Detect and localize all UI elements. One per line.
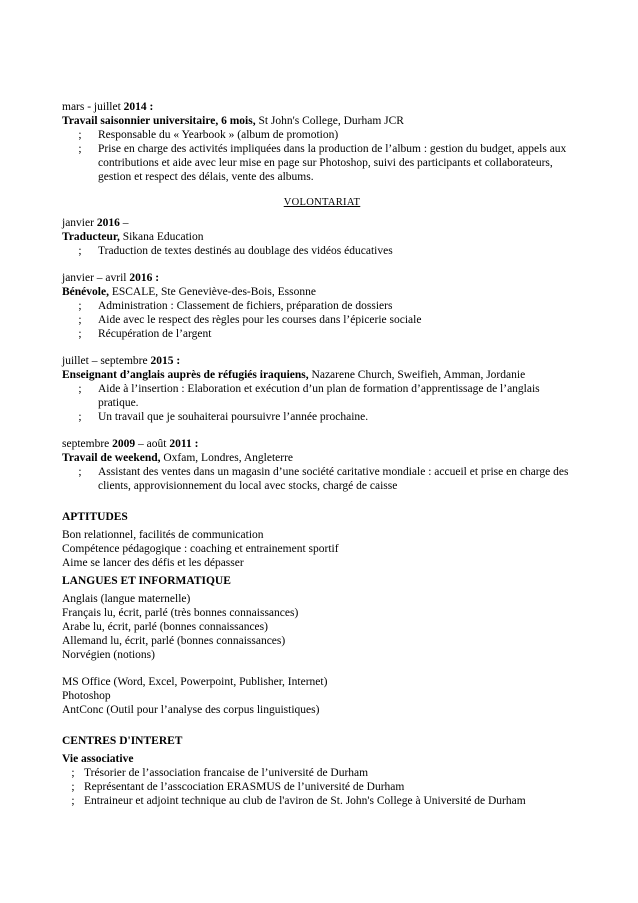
date-text: juillet – septembre [62,355,151,367]
list-item: Bon relationnel, facilités de communication [62,529,264,541]
bullet-mark: ; [71,767,75,779]
bullet-mark: ; [71,795,75,807]
bullet-mark: ; [78,383,82,395]
centres-title: CENTRES D'INTERET [62,735,183,747]
list-item [62,465,582,493]
list-item [62,327,582,341]
bullet-mark: ; [71,781,75,793]
list-item [62,313,582,327]
list-item: Allemand lu, écrit, parlé (bonnes connaissances) [62,635,286,647]
bullet-mark: ; [78,300,82,312]
date-text: septembre [62,438,113,450]
bullet-text: Récupération de l’argent [98,328,212,340]
vol1-date [62,216,582,230]
job-title: Bénévole, [62,286,109,298]
date-text: mars - juillet [62,101,124,113]
job-title: Enseignant d’anglais auprès de réfugiés iraquiens, [62,369,309,381]
date-year: 2016 [96,217,120,229]
date-text: – [119,217,129,229]
vol4-date [62,437,582,451]
job-org: Oxfam, Londres, Angleterre [160,452,294,464]
bullet-text: Responsable du « Yearbook » (album de promotion) [98,129,339,141]
bullet-text: Assistant des ventes dans un magasin d’une société caritative mondiale : accueil et prise en charge des clients, approvisionnement du local avec stocks, chargé de caisse [98,466,569,492]
job-org: Sikana Education [119,231,204,243]
bullet-text: Prise en charge des activités impliquées dans la production de l’album : gestion du budget, appels aux contributions et aide avec leur mise en page sur Photoshop, suivi des participants et collaborateurs, gestion et respect des délais, vente des albums. [98,143,567,183]
bullet-mark: ; [78,328,82,340]
bullet-text: Traduction de textes destinés au doublage des vidéos éducatives [98,245,393,257]
list-item [62,128,582,142]
list-item: MS Office (Word, Excel, Powerpoint, Publisher, Internet) [62,676,328,688]
date-year: 2009 [112,438,136,450]
bullet-text: Un travail que je souhaiterai poursuivre l’année prochaine. [98,411,369,423]
date-text: janvier – avril [62,272,130,284]
date-year: 2011 : [169,438,199,450]
bullet-text: Administration : Classement de fichiers, préparation de dossiers [98,300,393,312]
bullet-text: Entraineur et adjoint technique au club de l'aviron de St. John's College à Université de Durham [84,795,526,807]
list-item [62,299,582,313]
bullet-mark: ; [78,466,82,478]
job-title: Travail saisonnier universitaire, 6 mois, [62,115,256,127]
spacer [62,258,582,271]
spacer [62,493,582,506]
list-item: Anglais (langue maternelle) [62,593,191,605]
bullet-mark: ; [78,314,82,326]
bullet-text: Aide à l’insertion : Elaboration et exécution d’un plan de formation d’apprentissage de l’anglais pratique. [98,383,540,409]
vol4-heading [62,451,582,465]
job-title: Travail de weekend, [62,452,161,464]
date-year: 2014 : [123,101,154,113]
exp1-date [62,100,582,114]
job-org: ESCALE, Ste Geneviève-des-Bois, Essonne [108,286,316,298]
vol2-date [62,271,582,285]
centres-subtitle: Vie associative [62,753,134,765]
spacer [62,424,582,437]
bullet-text: Trésorier de l’association francaise de l’université de Durham [84,767,369,779]
date-text: janvier [62,217,97,229]
vol3-date [62,354,582,368]
vol3-heading [62,368,582,382]
job-org: Nazarene Church, Sweifieh, Amman, Jordanie [308,369,526,381]
list-item: Arabe lu, écrit, parlé (bonnes connaissances) [62,621,268,633]
bullet-mark: ; [78,411,82,423]
volontariat-title: VOLONTARIAT [283,197,361,208]
date-text: – août [135,438,170,450]
job-org: St John's College, Durham JCR [255,115,404,127]
list-item: Photoshop [62,690,111,702]
spacer [62,341,582,354]
bullet-mark: ; [78,129,82,141]
list-item [62,244,582,258]
bullet-text: Représentant de l’asscociation ERASMUS de l’université de Durham [84,781,405,793]
list-item [62,794,582,808]
vol1-heading [62,230,582,244]
job-title: Traducteur, [62,231,120,243]
list-item [62,142,582,184]
list-item [62,780,582,794]
list-item [62,382,582,410]
bullet-mark: ; [78,143,82,155]
date-year: 2015 : [150,355,181,367]
list-item: Aime se lancer des défis et les dépasser [62,557,244,569]
exp1-heading [62,114,582,128]
langues-title: LANGUES ET INFORMATIQUE [62,575,231,587]
list-item: Français lu, écrit, parlé (très bonnes connaissances) [62,607,299,619]
list-item: AntConc (Outil pour l’analyse des corpus linguistiques) [62,704,320,716]
date-year: 2016 : [129,272,160,284]
bullet-mark: ; [78,245,82,257]
list-item: Compétence pédagogique : coaching et entrainement sportif [62,543,339,555]
aptitudes-title: APTITUDES [62,511,128,523]
spacer [62,662,582,675]
bullet-text: Aide avec le respect des règles pour les courses dans l’épicerie sociale [98,314,422,326]
list-item [62,766,582,780]
cv-content [62,100,582,808]
list-item: Norvégien (notions) [62,649,155,661]
vol2-heading [62,285,582,299]
spacer [62,717,582,730]
list-item [62,410,582,424]
